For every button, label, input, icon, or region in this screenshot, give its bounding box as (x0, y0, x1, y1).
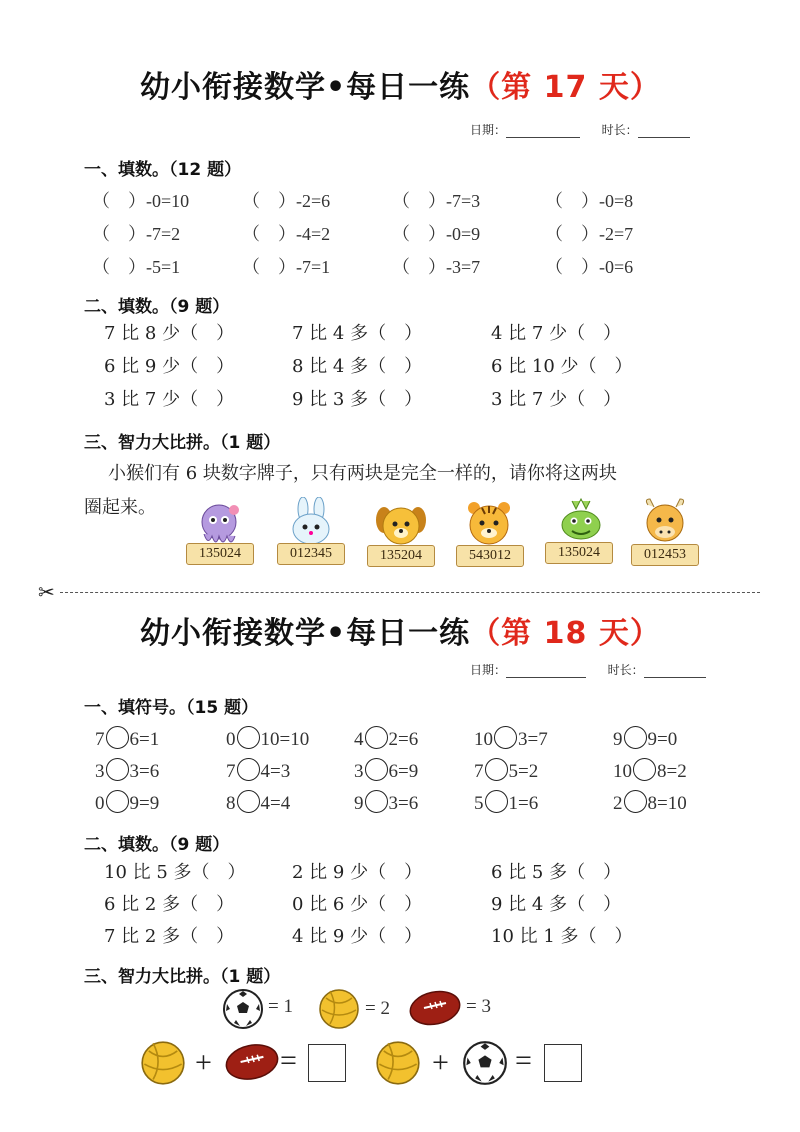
time-field[interactable] (644, 663, 706, 678)
symbol-question (226, 758, 290, 783)
equals-sign: = (280, 1044, 297, 1077)
right-expression: 3=7 (518, 729, 548, 750)
rabbit-icon (282, 497, 340, 547)
day17-meta (470, 121, 690, 138)
day18-title-day: （第 18 天） (470, 616, 661, 651)
fill-in-equation[interactable]: （ ）-2=7 (545, 224, 634, 244)
volleyball-icon (318, 988, 360, 1030)
symbol-question (474, 758, 538, 783)
rugby-ball-icon (408, 988, 462, 1028)
compare-question[interactable]: 7 比 2 多（ ） (104, 926, 235, 947)
fill-in-equation[interactable]: （ ）-7=3 (392, 191, 481, 211)
operator-circle[interactable] (365, 790, 388, 813)
symbol-question (613, 790, 687, 815)
number-card[interactable]: 135204 (367, 545, 435, 567)
compare-question[interactable]: 8 比 4 多（ ） (292, 356, 423, 377)
operator-circle[interactable] (624, 790, 647, 813)
right-expression: 8=10 (647, 793, 687, 814)
operator-circle[interactable] (485, 790, 508, 813)
operator-circle[interactable] (106, 758, 129, 781)
left-operand: 8 (226, 793, 236, 814)
left-operand: 0 (226, 729, 236, 750)
right-expression: 6=1 (129, 729, 160, 750)
soccer-ball-icon (462, 1040, 508, 1086)
compare-question[interactable]: 10 比 1 多（ ） (491, 926, 633, 947)
left-operand: 7 (95, 729, 105, 750)
scissors-icon: ✂ (38, 580, 55, 604)
date-label: 日期： (470, 663, 507, 677)
left-operand: 10 (474, 729, 493, 750)
symbol-question (95, 726, 159, 751)
compare-question[interactable]: 7 比 4 多（ ） (292, 323, 423, 344)
operator-circle[interactable] (237, 758, 260, 781)
fill-in-equation[interactable]: （ ）-7=2 (92, 224, 181, 244)
day17-title (140, 62, 661, 106)
compare-question[interactable]: 7 比 8 少（ ） (104, 323, 235, 344)
symbol-question (95, 790, 159, 815)
legend-soccer-value: = 1 (268, 996, 293, 1017)
day17-title-main: 幼小衔接数学•每日一练 (140, 70, 471, 105)
operator-circle[interactable] (365, 726, 388, 749)
left-operand: 7 (226, 761, 236, 782)
symbol-question (354, 726, 418, 751)
number-card[interactable]: 012345 (277, 543, 345, 565)
time-field[interactable] (638, 123, 690, 138)
day17-sec2-heading: 二、填数。（9 题） (84, 297, 230, 317)
day17-sec1-heading: 一、填数。（12 题） (84, 160, 242, 180)
compare-question[interactable]: 9 比 4 多（ ） (491, 894, 622, 915)
volleyball-icon (140, 1040, 186, 1086)
number-card[interactable]: 135024 (545, 542, 613, 564)
day18-title (140, 608, 661, 652)
legend-rugby-value: = 3 (466, 996, 491, 1017)
symbol-question (474, 726, 548, 751)
fill-in-equation[interactable]: （ ）-0=8 (545, 191, 634, 211)
operator-circle[interactable] (106, 790, 129, 813)
plus-sign: + (195, 1046, 212, 1079)
plus-sign: + (432, 1046, 449, 1079)
right-expression: 6=9 (388, 761, 419, 782)
compare-question[interactable]: 6 比 9 少（ ） (104, 356, 235, 377)
time-label: 时长： (607, 663, 644, 677)
day18-sec2-heading: 二、填数。（9 题） (84, 835, 230, 855)
answer-box[interactable] (544, 1044, 582, 1082)
compare-question[interactable]: 2 比 9 少（ ） (292, 862, 423, 883)
left-operand: 5 (474, 793, 484, 814)
right-expression: 3=6 (388, 793, 419, 814)
symbol-question (354, 790, 418, 815)
day17-sec3-text-2: 圈起来。 (84, 497, 156, 518)
number-card[interactable]: 543012 (456, 545, 524, 567)
operator-circle[interactable] (633, 758, 656, 781)
compare-question[interactable]: 6 比 2 多（ ） (104, 894, 235, 915)
operator-circle[interactable] (237, 790, 260, 813)
symbol-question (474, 790, 538, 815)
compare-question[interactable]: 3 比 7 少（ ） (491, 389, 622, 410)
fill-in-equation[interactable]: （ ）-2=6 (242, 191, 331, 211)
day18-title-main: 幼小衔接数学•每日一练 (140, 616, 471, 651)
soccer-ball-icon (222, 988, 264, 1030)
right-expression: 4=3 (260, 761, 291, 782)
operator-circle[interactable] (485, 758, 508, 781)
fill-in-equation[interactable]: （ ）-0=9 (392, 224, 481, 244)
fill-in-equation[interactable]: （ ）-3=7 (392, 257, 481, 277)
operator-circle[interactable] (494, 726, 517, 749)
left-operand: 9 (613, 729, 623, 750)
day17-sec3-text-1: 小猴们有 6 块数字牌子，只有两块是完全一样的，请你将这两块 (108, 463, 617, 484)
right-expression: 9=0 (647, 729, 678, 750)
operator-circle[interactable] (624, 726, 647, 749)
symbol-question (613, 726, 677, 751)
left-operand: 0 (95, 793, 105, 814)
operator-circle[interactable] (237, 726, 260, 749)
fill-in-equation[interactable]: （ ）-5=1 (92, 257, 181, 277)
rugby-ball-icon (224, 1040, 280, 1084)
right-expression: 10=10 (260, 729, 310, 750)
compare-question[interactable]: 0 比 6 少（ ） (292, 894, 423, 915)
day17-sec3-heading: 三、智力大比拼。（1 题） (84, 433, 281, 453)
left-operand: 10 (613, 761, 632, 782)
tiger-icon (460, 498, 518, 548)
number-card[interactable]: 012453 (631, 544, 699, 566)
symbol-question (354, 758, 418, 783)
volleyball-icon (375, 1040, 421, 1086)
dragon-icon (552, 495, 610, 545)
compare-question[interactable]: 6 比 5 多（ ） (491, 862, 622, 883)
compare-question[interactable]: 6 比 10 少（ ） (491, 356, 633, 377)
day18-sec1-heading: 一、填符号。（15 题） (84, 698, 259, 718)
number-card[interactable]: 135024 (186, 543, 254, 565)
compare-question[interactable]: 4 比 9 少（ ） (292, 926, 423, 947)
left-operand: 9 (354, 793, 364, 814)
left-operand: 3 (354, 761, 364, 782)
time-label: 时长： (601, 123, 638, 137)
right-expression: 3=6 (129, 761, 160, 782)
right-expression: 9=9 (129, 793, 160, 814)
compare-question[interactable]: 9 比 3 多（ ） (292, 389, 423, 410)
left-operand: 2 (613, 793, 623, 814)
legend-volleyball-value: = 2 (365, 998, 390, 1019)
left-operand: 4 (354, 729, 364, 750)
fill-in-equation[interactable]: （ ）-4=2 (242, 224, 331, 244)
right-expression: 2=6 (388, 729, 419, 750)
day17-title-day: （第 17 天） (470, 70, 661, 105)
symbol-question (226, 790, 290, 815)
fill-in-equation[interactable]: （ ）-0=10 (92, 191, 190, 211)
equals-sign: = (515, 1044, 532, 1077)
symbol-question (95, 758, 159, 783)
fill-in-equation[interactable]: （ ）-0=6 (545, 257, 634, 277)
date-label: 日期： (470, 123, 507, 137)
date-field[interactable] (506, 123, 580, 138)
left-operand: 3 (95, 761, 105, 782)
answer-box[interactable] (308, 1044, 346, 1082)
day18-sec3-heading: 三、智力大比拼。（1 题） (84, 967, 281, 987)
compare-question[interactable]: 4 比 7 少（ ） (491, 323, 622, 344)
cow-icon (636, 497, 694, 547)
compare-question[interactable]: 10 比 5 多（ ） (104, 862, 246, 883)
right-expression: 1=6 (508, 793, 539, 814)
operator-circle[interactable] (106, 726, 129, 749)
symbol-question (226, 726, 309, 751)
day18-meta (470, 661, 706, 678)
left-operand: 7 (474, 761, 484, 782)
right-expression: 5=2 (508, 761, 539, 782)
right-expression: 8=2 (657, 761, 687, 782)
fill-in-equation[interactable]: （ ）-7=1 (242, 257, 331, 277)
dog-icon (372, 500, 430, 550)
symbol-question (613, 758, 687, 783)
compare-question[interactable]: 3 比 7 少（ ） (104, 389, 235, 410)
date-field[interactable] (506, 663, 586, 678)
right-expression: 4=4 (260, 793, 291, 814)
operator-circle[interactable] (365, 758, 388, 781)
cut-line (60, 592, 760, 593)
